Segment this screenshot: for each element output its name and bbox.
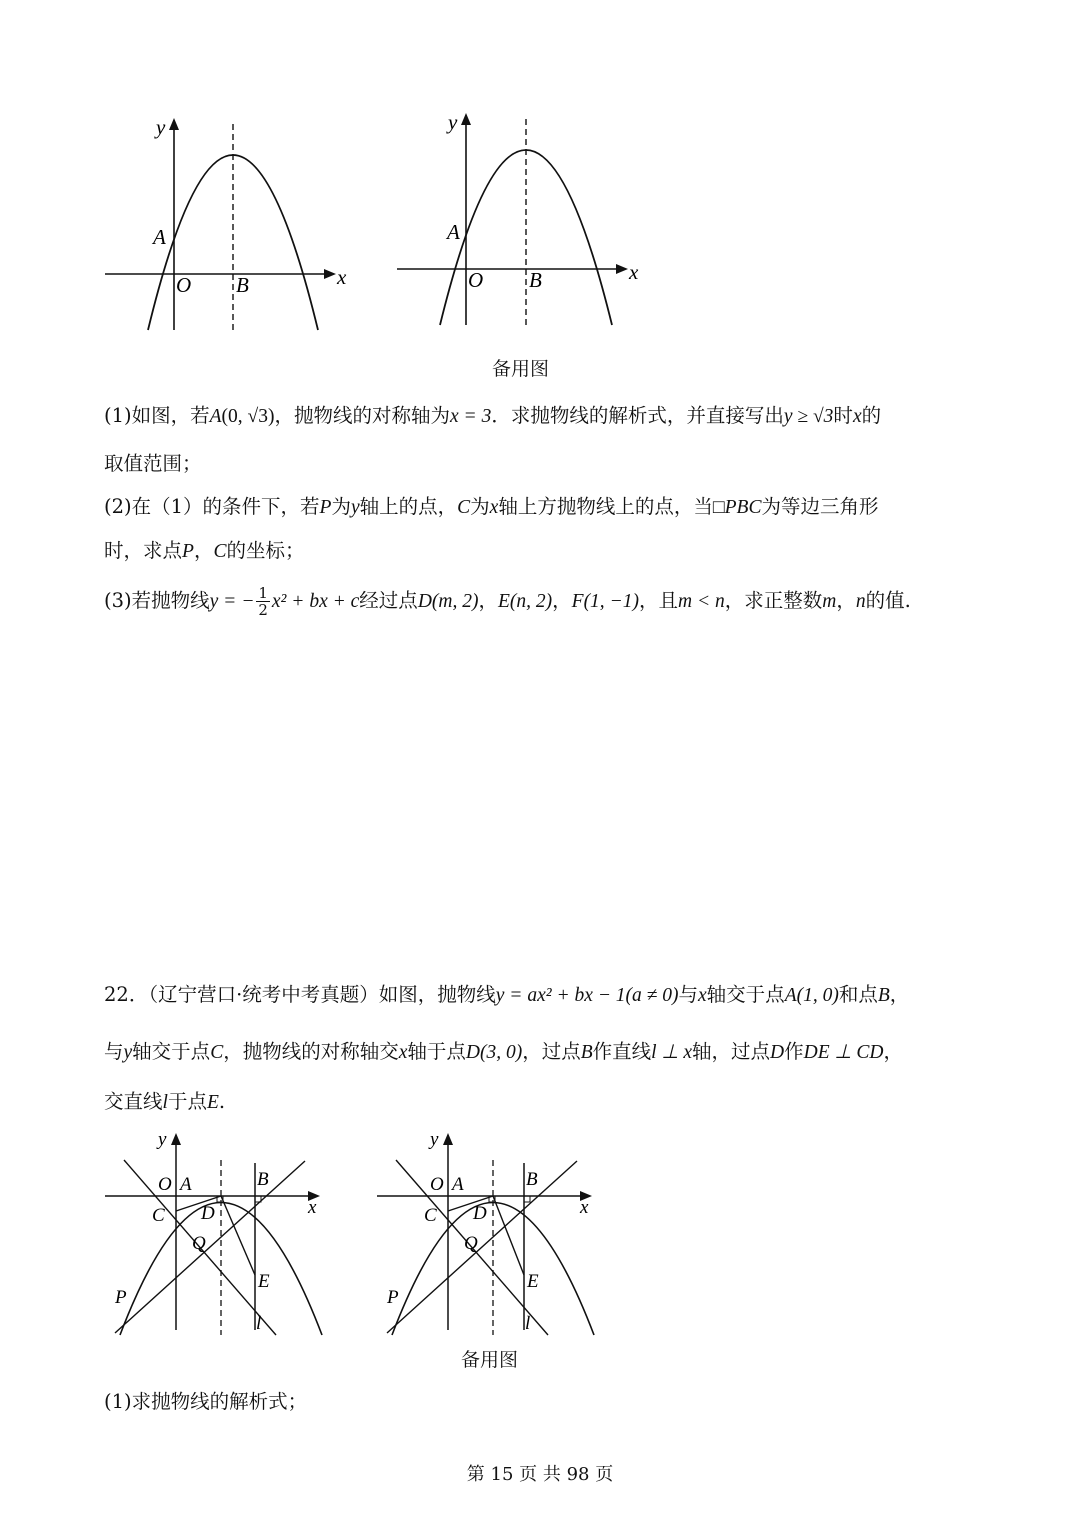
- text-run: ，抛物线的对称轴为: [274, 404, 451, 427]
- origin-label: O: [176, 273, 192, 297]
- math-run: y ≥ √3: [783, 406, 834, 427]
- fraction-denominator: 2: [258, 601, 268, 619]
- text-run: 轴上的点，: [359, 495, 458, 518]
- math-run: A(1, 0): [784, 985, 839, 1006]
- point-label-b: B: [257, 1169, 269, 1190]
- point-label-a: A: [180, 1174, 192, 1195]
- figure-caption: 备用图: [492, 358, 550, 380]
- text-run: 的: [861, 404, 882, 427]
- axis-label-y: y: [156, 115, 166, 139]
- x-axis-arrow-icon: [616, 264, 628, 274]
- text-run: 轴上方抛物线上的点，当: [498, 495, 713, 518]
- math-run: P: [319, 497, 332, 518]
- text-run: ，且: [638, 589, 678, 612]
- origin-label: O: [158, 1174, 172, 1195]
- math-run: E(n, 2): [497, 591, 553, 612]
- point-label-b: B: [526, 1169, 538, 1190]
- line-label-l: l: [525, 1313, 531, 1334]
- text-run: (2)在（1）的条件下，若: [104, 495, 320, 518]
- figure-geometry-2: [372, 1125, 612, 1340]
- point-label-a: A: [452, 1174, 464, 1195]
- math-run: x: [698, 985, 707, 1006]
- fraction: [256, 585, 270, 618]
- text-run: 经过点: [359, 589, 418, 612]
- math-run: y: [350, 497, 360, 518]
- math-run: x² + bx + c: [271, 591, 360, 612]
- text-run: (3)若抛物线: [104, 589, 210, 612]
- math-run: B: [580, 1042, 593, 1063]
- text-run: ，: [478, 589, 498, 612]
- math-run: D(3, 0): [465, 1042, 523, 1063]
- math-run: m < n: [677, 591, 725, 612]
- figure-caption-2: 备用图: [461, 1349, 519, 1371]
- math-run: x = 3: [450, 406, 492, 427]
- text-run: 作直线: [592, 1040, 652, 1063]
- text-run: 的坐标；: [226, 539, 305, 562]
- text-run: 为: [470, 495, 490, 518]
- math-run: y = −: [209, 591, 255, 612]
- axis-label-x: x: [337, 265, 347, 289]
- point-label-p: P: [115, 1287, 127, 1308]
- math-run: (0, √3): [221, 406, 275, 427]
- text-run: 交直线: [104, 1090, 163, 1113]
- text-run: .: [218, 1090, 226, 1113]
- math-run: m: [822, 591, 837, 612]
- q21-part1-line2: 取值范围；: [104, 452, 202, 475]
- math-run: l: [162, 1092, 168, 1113]
- text-run: 和点: [838, 983, 878, 1006]
- right-angle-mark-b: [524, 1196, 530, 1202]
- math-run: P: [182, 541, 194, 562]
- point-label-b: B: [529, 268, 542, 292]
- line-de: [221, 1196, 255, 1275]
- axis-label-y: y: [448, 110, 458, 134]
- math-run: x: [398, 1042, 408, 1063]
- point-label-q: Q: [192, 1233, 206, 1254]
- y-axis-arrow-icon: [443, 1133, 453, 1145]
- text-run: ，: [193, 539, 214, 562]
- page-footer: 第 15 页 共 98 页: [466, 1464, 614, 1485]
- q22-line2: [104, 1038, 984, 1067]
- text-run: 22．（辽宁营口·统考中考真题）如图，抛物线: [104, 983, 496, 1006]
- y-axis-arrow-icon: [461, 113, 471, 125]
- text-run: 为等边三角形: [761, 495, 879, 518]
- text-run: 轴于点: [407, 1040, 466, 1063]
- q21-part2-line2: [104, 537, 984, 566]
- math-run: n: [855, 591, 866, 612]
- point-label-a: A: [447, 220, 460, 244]
- text-run: 与: [678, 983, 699, 1006]
- point-label-e: E: [258, 1271, 270, 1292]
- text-run: 为: [331, 495, 351, 518]
- point-label-d: D: [201, 1203, 215, 1224]
- figure-geometry-1: [100, 1125, 340, 1340]
- axis-label-y: y: [430, 1129, 439, 1150]
- math-run: B: [877, 985, 890, 1006]
- q22-part1: (1)求抛物线的解析式；: [104, 1390, 308, 1413]
- q21-part3: [104, 585, 984, 618]
- text-run: ，抛物线的对称轴交: [223, 1040, 399, 1063]
- math-run: F(1, −1): [571, 591, 639, 612]
- math-run: E: [206, 1092, 219, 1113]
- text-run: ，: [552, 589, 572, 612]
- point-label-e: E: [527, 1271, 539, 1292]
- fraction-numerator: 1: [258, 584, 268, 602]
- y-axis-arrow-icon: [171, 1133, 181, 1145]
- math-run: C: [210, 1042, 224, 1063]
- text-run: 于点: [167, 1090, 207, 1113]
- math-run: C: [457, 497, 471, 518]
- math-run: D: [770, 1042, 785, 1063]
- text-run: ，过点: [522, 1040, 581, 1063]
- math-run: x: [489, 497, 499, 518]
- math-run: l ⊥ x: [651, 1042, 692, 1063]
- text-run: ，: [883, 1040, 903, 1063]
- math-run: x: [852, 406, 862, 427]
- point-label-b: B: [236, 273, 249, 297]
- point-label-a: A: [153, 225, 166, 249]
- text-run: 时，求点: [104, 539, 183, 562]
- q21-part2: [104, 493, 984, 522]
- math-run: y = ax² + bx − 1(a ≠ 0): [495, 985, 679, 1006]
- math-run: DE ⊥ CD: [803, 1042, 884, 1063]
- math-run: y: [123, 1042, 133, 1063]
- figure-parabola-2: [392, 105, 652, 335]
- point-label-c: C: [424, 1205, 437, 1226]
- text-run: ，求正整数: [724, 589, 823, 612]
- line-de: [493, 1196, 524, 1275]
- line-pb: [115, 1161, 305, 1333]
- text-run: ，: [836, 589, 856, 612]
- axis-label-x: x: [629, 260, 639, 284]
- origin-label: O: [468, 268, 484, 292]
- line-pb: [387, 1161, 577, 1333]
- q22-line1: [104, 981, 984, 1010]
- math-run: □PBC: [712, 497, 762, 518]
- text-run: 与: [104, 1040, 124, 1063]
- math-run: A: [209, 406, 222, 427]
- math-run: D(m, 2): [417, 591, 479, 612]
- text-run: 轴交于点: [706, 983, 785, 1006]
- y-axis-arrow-icon: [169, 118, 179, 130]
- point-label-d: D: [473, 1203, 487, 1224]
- text-run: 轴交于点: [132, 1040, 211, 1063]
- x-axis-arrow-icon: [324, 269, 336, 279]
- text-run: 轴，过点: [691, 1040, 770, 1063]
- line-label-l: l: [256, 1313, 262, 1334]
- origin-label: O: [430, 1174, 444, 1195]
- q22-line3: [104, 1088, 984, 1117]
- text-run: (1)如图，若: [104, 404, 210, 427]
- axis-label-y: y: [158, 1129, 167, 1150]
- point-label-c: C: [152, 1205, 165, 1226]
- figure-parabola-1: [100, 110, 360, 340]
- point-label-q: Q: [464, 1233, 478, 1254]
- axis-label-x: x: [308, 1197, 317, 1218]
- text-run: 的值.: [865, 589, 911, 612]
- math-run: C: [213, 541, 227, 562]
- text-run: ．求抛物线的解析式，并直接写出: [491, 404, 784, 427]
- q21-part1: [104, 402, 984, 431]
- axis-label-x: x: [580, 1197, 589, 1218]
- point-label-p: P: [387, 1287, 399, 1308]
- text-run: ，: [889, 983, 910, 1006]
- text-run: 作: [784, 1040, 804, 1063]
- text-run: 时: [833, 404, 853, 427]
